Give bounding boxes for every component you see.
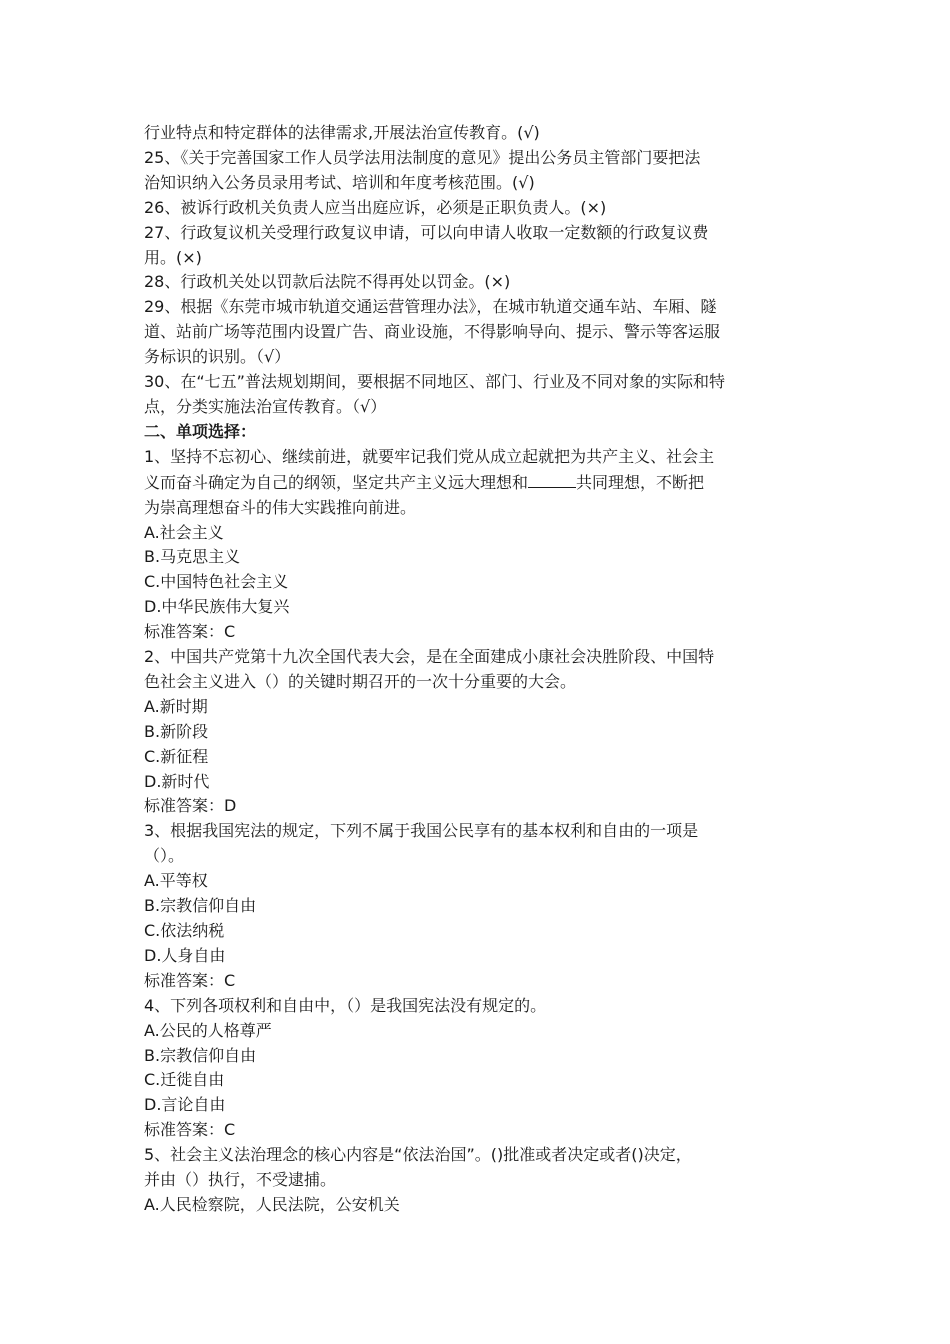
fill-in-blank	[528, 470, 576, 488]
q1-option-d: D.中华民族伟大复兴	[144, 597, 290, 617]
q1-line-3: 为崇高理想奋斗的伟大实践推向前进。	[144, 497, 417, 517]
q1-line-2-part-b: 共同理想，不断把	[576, 472, 705, 492]
q2-option-b: B.新阶段	[144, 721, 209, 741]
q4-answer: 标准答案：C	[144, 1120, 236, 1140]
q1-option-b: B.马克思主义	[144, 547, 241, 567]
q30-line-1: 30、在“七五”普法规划期间，要根据不同地区、部门、行业及不同对象的实际和特	[144, 372, 725, 392]
q3-option-b: B.宗教信仰自由	[144, 896, 257, 916]
q29-line-2: 道、站前广场等范围内设置广告、商业设施，不得影响导向、提示、警示等客运服	[144, 322, 721, 342]
document-body	[144, 121, 816, 1218]
q2-line-1: 2、中国共产党第十九次全国代表大会，是在全面建成小康社会决胜阶段、中国特	[144, 647, 715, 667]
q1-line-1: 1、坚持不忘初心、继续前进，就要牢记我们党从成立起就把为共产主义、社会主	[144, 446, 715, 466]
q2-option-c: C.新征程	[144, 746, 209, 766]
q1-option-c: C.中国特色社会主义	[144, 572, 289, 592]
q2-answer: 标准答案：D	[144, 796, 237, 816]
q2-line-2: 色社会主义进入（）的关键时期召开的一次十分重要的大会。	[144, 671, 577, 691]
q2-option-d: D.新时代	[144, 771, 210, 791]
q1-line-2	[144, 470, 816, 496]
q3-line-2: （）。	[144, 846, 185, 866]
q29-line-1: 29、根据《东莞市城市轨道交通运营管理办法》，在城市轨道交通车站、车厢、隧	[144, 297, 717, 317]
q1-option-a: A.社会主义	[144, 522, 224, 542]
q26-line: 26、被诉行政机关负责人应当出庭应诉，必须是正职负责人。(×)	[144, 197, 607, 217]
q4-option-d: D.言论自由	[144, 1095, 226, 1115]
q3-answer: 标准答案：C	[144, 970, 236, 990]
q3-option-a: A.平等权	[144, 871, 208, 891]
q25-line-2: 治知识纳入公务员录用考试、培训和年度考核范围。(√)	[144, 172, 535, 192]
q5-line-2: 并由（）执行，不受逮捕。	[144, 1170, 337, 1190]
q28-line: 28、行政机关处以罚款后法院不得再处以罚金。(×)	[144, 272, 511, 292]
q24-tail-line: 行业特点和特定群体的法律需求,开展法治宣传教育。(√)	[144, 123, 540, 142]
q3-option-c: C.依法纳税	[144, 921, 225, 940]
section-two-heading: 二、单项选择：	[144, 421, 257, 441]
q4-option-b: B.宗教信仰自由	[144, 1045, 257, 1065]
q1-line-2-part-a: 义而奋斗确定为自己的纲领，坚定共产主义远大理想和	[144, 472, 529, 492]
q3-option-d: D.人身自由	[144, 945, 226, 965]
q25-line-1: 25、《关于完善国家工作人员学法用法制度的意见》提出公务员主管部门要把法	[144, 147, 701, 167]
q30-line-2: 点，分类实施法治宣传教育。（√）	[144, 396, 387, 416]
q5-option-a: A.人民检察院，人民法院，公安机关	[144, 1194, 400, 1214]
q4-option-a: A.公民的人格尊严	[144, 1020, 272, 1040]
q27-line-1: 27、行政复议机关受理行政复议申请，可以向申请人收取一定数额的行政复议费	[144, 222, 709, 242]
q5-line-1: 5、社会主义法治理念的核心内容是“依法治国”。()批准或者决定或者()决定，	[144, 1145, 692, 1165]
q2-option-a: A.新时期	[144, 696, 208, 716]
q29-line-3: 务标识的识别。（√）	[144, 347, 291, 367]
q4-option-c: C.迁徙自由	[144, 1070, 225, 1090]
q3-line-1: 3、根据我国宪法的规定，下列不属于我国公民享有的基本权利和自由的一项是	[144, 821, 699, 841]
q27-line-2: 用。(×)	[144, 247, 202, 267]
q1-answer: 标准答案：C	[144, 622, 236, 642]
q4-line-1: 4、下列各项权利和自由中，（）是我国宪法没有规定的。	[144, 995, 547, 1015]
